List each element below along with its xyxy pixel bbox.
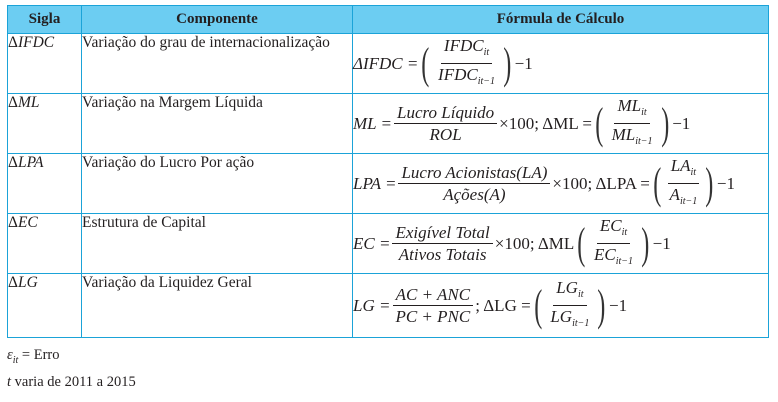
sigla-text: LG xyxy=(17,274,38,291)
numerator: ML xyxy=(617,96,642,115)
delta-symbol: Δ xyxy=(8,154,18,171)
subscript: it−1 xyxy=(615,256,633,267)
numerator: IFDC xyxy=(443,36,484,55)
sigla-text: LPA xyxy=(17,154,44,171)
denominator: Ativos Totais xyxy=(398,245,487,264)
subscript: it−1 xyxy=(635,136,653,147)
numerator: Lucro Acionistas(LA) xyxy=(398,163,550,184)
formula-tail: −1 xyxy=(672,113,691,133)
subscript: it−1 xyxy=(679,196,698,207)
numerator: LG xyxy=(556,278,578,297)
formula-tail: −1 xyxy=(716,173,735,193)
formula-mid: ×100; ΔML = xyxy=(499,113,592,133)
componente-cell: Estrutura de Capital xyxy=(82,214,353,274)
t-symbol: t xyxy=(7,374,12,390)
subscript: it xyxy=(690,167,697,178)
componente-cell: Variação da Liquidez Geral xyxy=(82,274,353,338)
delta-symbol: Δ xyxy=(8,274,18,291)
note-error xyxy=(7,347,59,366)
componente-cell: Variação do grau de internacionalização xyxy=(82,34,353,94)
formula-cell xyxy=(353,154,769,214)
table-row xyxy=(8,34,769,94)
denominator: Ações(A) xyxy=(443,185,506,204)
left-paren: ( xyxy=(421,38,430,88)
table-row xyxy=(8,154,769,214)
right-paren: ) xyxy=(597,280,606,330)
epsilon-symbol: $\varepsilon_{it}$ xyxy=(7,347,19,366)
formula-lhs: ΔIFDC = xyxy=(353,53,419,73)
sigla-cell xyxy=(8,34,82,94)
componente-cell: Variação do Lucro Por ação xyxy=(82,154,353,214)
left-paren: ( xyxy=(595,98,604,148)
left-paren: ( xyxy=(533,280,543,330)
formula-tail: −1 xyxy=(652,233,671,253)
fraction xyxy=(609,96,656,151)
formula-table xyxy=(7,5,769,338)
fraction xyxy=(392,223,492,264)
note-period-text: varia de 2011 a 2015 xyxy=(11,374,136,390)
formula-tail: −1 xyxy=(609,295,628,315)
delta-symbol: Δ xyxy=(8,214,18,231)
denominator: PC + PNC xyxy=(395,307,471,326)
table-row xyxy=(8,274,769,338)
sigla-text: EC xyxy=(17,214,38,231)
fraction xyxy=(398,163,550,204)
formula-mid: ; ΔLG = xyxy=(475,295,531,315)
header-sigla: Sigla xyxy=(8,6,82,34)
right-paren: ) xyxy=(641,218,650,268)
sigla-cell xyxy=(8,274,82,338)
note-period xyxy=(7,374,136,391)
left-paren: ( xyxy=(577,218,586,268)
fraction xyxy=(547,278,592,333)
denominator: EC xyxy=(593,245,616,264)
sigla-text: IFDC xyxy=(17,34,55,51)
formula-mid: ×100; ΔML xyxy=(494,233,575,253)
sigla-cell xyxy=(8,214,82,274)
formula-cell xyxy=(353,274,769,338)
formula-tail: −1 xyxy=(514,53,533,73)
sigla-cell xyxy=(8,154,82,214)
sigla-text: ML xyxy=(17,94,40,111)
left-paren: ( xyxy=(653,158,662,208)
denominator: ML xyxy=(611,125,636,144)
delta-symbol: Δ xyxy=(8,94,18,111)
subscript: it xyxy=(577,289,584,300)
fraction xyxy=(591,216,636,271)
formula-lhs: LG = xyxy=(353,295,391,315)
right-paren: ) xyxy=(503,38,512,88)
formula-lhs: ML = xyxy=(353,113,393,133)
subscript: it xyxy=(621,227,628,238)
table-row xyxy=(8,214,769,274)
fraction xyxy=(667,156,701,211)
numerator: AC + ANC xyxy=(393,285,473,306)
header-row xyxy=(8,6,769,34)
fraction xyxy=(435,36,498,91)
formula-lhs: LPA = xyxy=(353,173,397,193)
subscript: it xyxy=(483,47,490,58)
numerator: LA xyxy=(670,156,691,175)
fraction xyxy=(394,103,497,144)
denominator: LG xyxy=(550,307,573,326)
right-paren: ) xyxy=(660,98,669,148)
formula-lhs: EC = xyxy=(353,233,391,253)
note-error-text: = Erro xyxy=(18,347,60,363)
numerator: EC xyxy=(599,216,622,235)
componente-cell: Variação na Margem Líquida xyxy=(82,94,353,154)
delta-symbol: Δ xyxy=(8,34,18,51)
subscript: it−1 xyxy=(572,318,590,329)
denominator: ROL xyxy=(429,125,462,144)
denominator: A xyxy=(669,185,680,204)
denominator: IFDC xyxy=(438,65,478,84)
sigla-cell xyxy=(8,94,82,154)
formula-cell xyxy=(353,214,769,274)
numerator: Exigível Total xyxy=(392,223,492,244)
table-row xyxy=(8,94,769,154)
header-componente: Componente xyxy=(82,6,353,34)
fraction xyxy=(392,285,473,326)
formula-mid: ×100; ΔLPA = xyxy=(552,173,650,193)
numerator: Lucro Líquido xyxy=(394,103,497,124)
header-formula: Fórmula de Cálculo xyxy=(353,6,769,34)
subscript: it−1 xyxy=(477,76,496,87)
right-paren: ) xyxy=(705,158,714,208)
formula-cell xyxy=(353,34,769,94)
subscript: it xyxy=(641,107,647,118)
formula-cell xyxy=(353,94,769,154)
